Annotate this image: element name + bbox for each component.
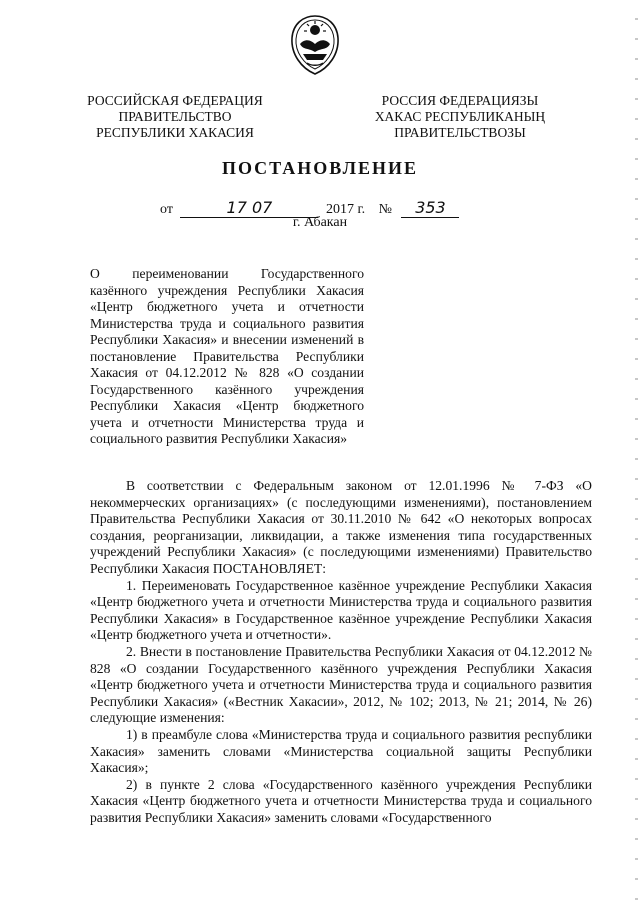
document-subject: О переименовании Государственного казённого учреждения Республики Хакасия «Центр бюджетного учета и отчетности Министерства труда и социального развития Республики Хакасия» и внесении изменений в постановление Правительства Республики Хакасия от 04.12.2012 № 828 «О создании Государственного казённого учреждения Республики Хакасия «Центр бюджетного учета и отчетности Министерства труда и социального развития Республики Хакасия» — [90, 266, 364, 446]
year-text: 2017 г. — [325, 202, 366, 217]
header-khakas — [355, 93, 565, 141]
header-right-line: ХАКАС РЕСПУБЛИКАНЫҢ — [374, 109, 546, 124]
body-paragraph: 2) в пункте 2 слова «Государственного казённого учреждения Республики Хакасия «Центр бюджетного учета и отчетности Министерства труда и социального развития Республики Хакасия» заменить словами «Государственного — [90, 776, 592, 825]
document-body — [90, 478, 592, 826]
document-title: ПОСТАНОВЛЕНИЕ — [221, 158, 419, 178]
coat-of-arms-emblem — [287, 14, 343, 76]
body-paragraph: 1) в преамбуле слова «Министерства труда и социального развития республики Хакасия» заменить словами «Министерства социальной защиты Республики Хакасия»; — [90, 726, 592, 776]
number-value: 353 — [401, 198, 459, 218]
number-prefix: № — [378, 202, 392, 217]
date-value: 17 07 — [180, 198, 318, 218]
header-left-line: ПРАВИТЕЛЬСТВО — [118, 109, 232, 124]
page-edge-marks — [635, 0, 638, 905]
body-paragraph: 2. Внести в постановление Правительства Республики Хакасия от 04.12.2012 № 828 «О создании Государственного казённого учреждения Республики Хакасия «Центр бюджетного учета и отчетности Министерства труда и социального развития Республики Хакасия» («Вестник Хакасии», 2012, № 102; 2013, № 21; 2014, № 26) следующие изменения: — [90, 643, 592, 726]
header-right-line: РОССИЯ ФЕДЕРАЦИЯЗЫ — [381, 93, 539, 108]
body-paragraph: В соответствии с Федеральным законом от 12.01.1996 № 7-ФЗ «О некоммерческих организациях» (с последующими изменениями), постановлением Правительства Республики Хакасия от 30.11.2010 № 642 «О некоторых вопросах создания, реорганизации, ликвидации, а также изменения типа государственных учреждений Республики Хакасия» (с последующими изменениями) Правительство Республики Хакасия ПОСТАНОВЛЯЕТ: — [90, 478, 592, 576]
city-name: г. Абакан — [292, 215, 348, 230]
date-prefix: от — [160, 202, 173, 217]
header-russian — [75, 93, 275, 141]
header-left-line: РОССИЙСКАЯ ФЕДЕРАЦИЯ — [87, 93, 263, 108]
header-right-line: ПРАВИТЕЛЬСТВОЗЫ — [394, 125, 526, 140]
body-paragraph: 1. Переименовать Государственное казённое учреждение Республики Хакасия «Центр бюджетного учета и отчетности Министерства труда и социального развития Республики Хакасия» в Государственное казённое учреждение Республики Хакасия «Центр бюджетного учета и отчетности». — [90, 577, 592, 643]
header-left-line: РЕСПУБЛИКИ ХАКАСИЯ — [96, 125, 254, 140]
